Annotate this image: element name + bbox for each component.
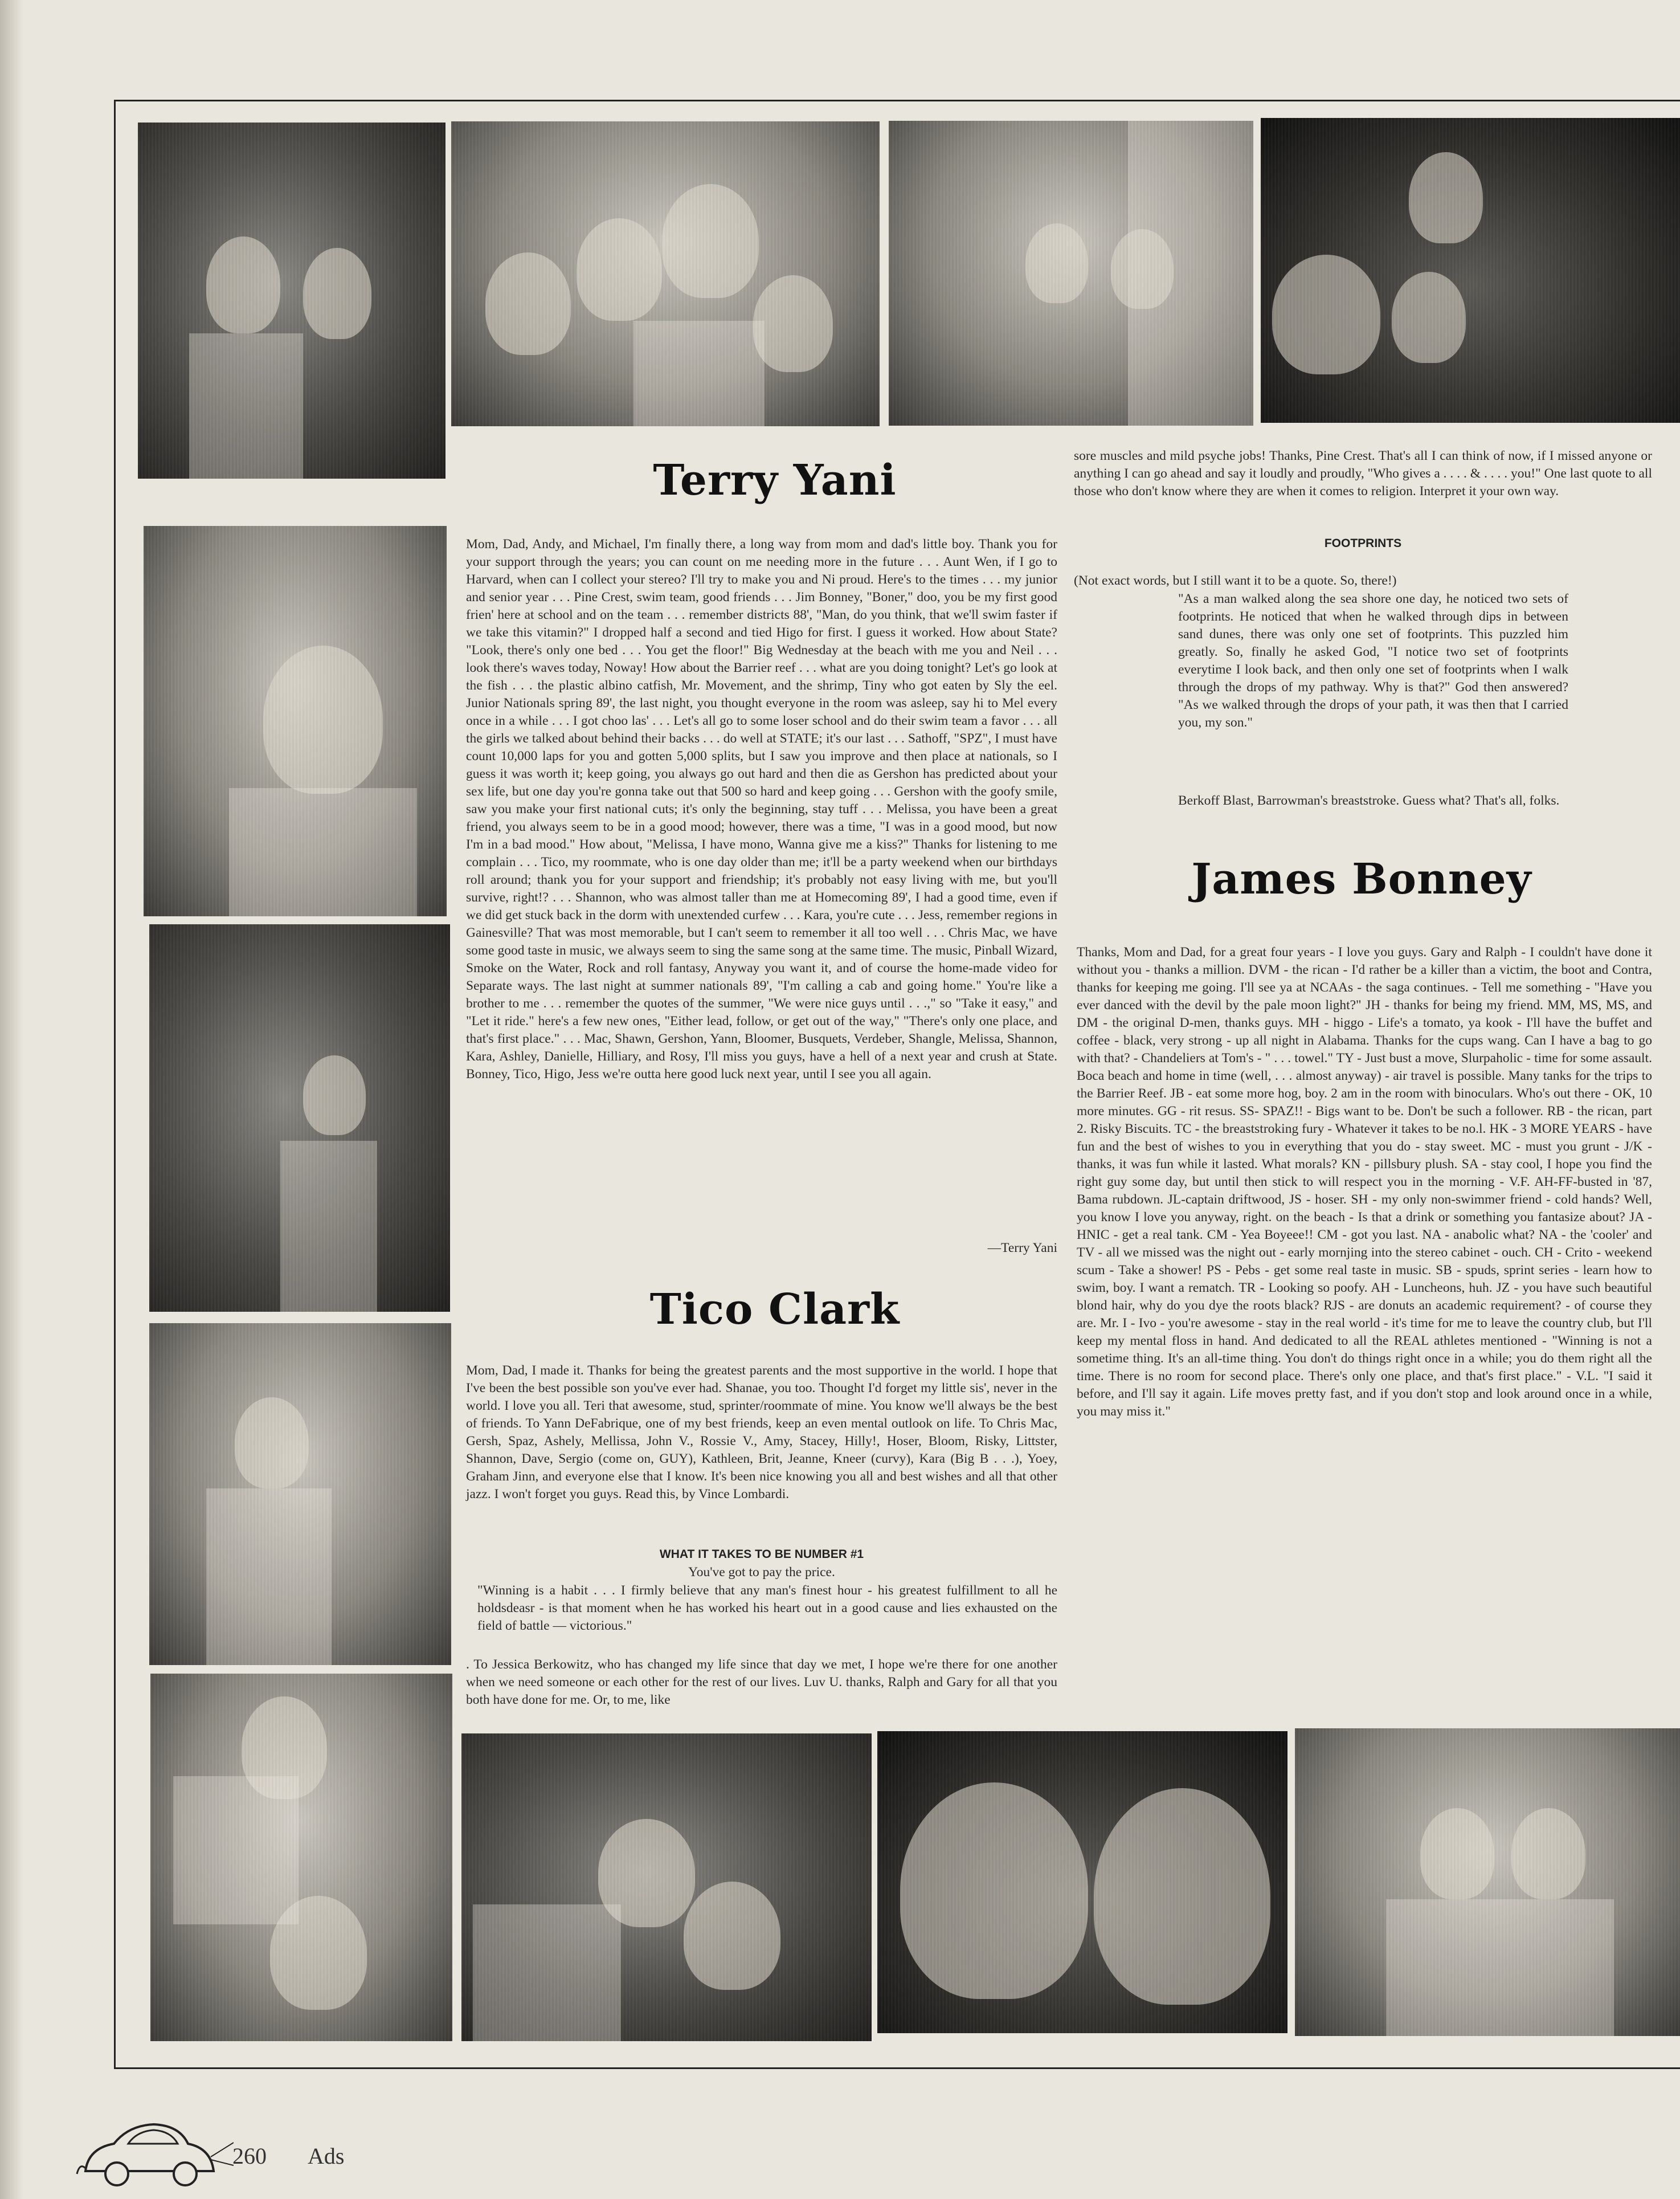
terry-yani-signature: —Terry Yani xyxy=(987,1241,1057,1255)
james-bonney-text: Thanks, Mom and Dad, for a great four years - I love you guys. Gary and Ralph - I couldn't have done it without you - thanks a million. DVM - the rican - I'd rather be a killer than a victim, the boot and Contra, thanks for keeping me going. I'll see ya at NCAAs - the saga continues. - Tell me something - "Have you ever danced with the devil by the pale moon light?" JH - thanks for being my friend. MM, MS, MS, and DM - the original D-men, thanks guys. MH - higgo - Life's a tomato, ya kook - I'll have the buffet and coffee - black, very strong - up all night in Alabama. Thanks for the cups wang. Can I have a bag to go with that? - Chandeliers at Tom's - " . . . towel." TY - Just bust a move, Slurpaholic - time for some assault. Boca beach and home in time (well, . . . almost anyway) - air travel is possible. Many tanks for the trips to the Barrier Reef. JB - eat some more hog, boy. 2 am in the room with binoculars. Who's out there - OK, 10 more minutes. GG - rit resus. SS- SPAZ!! - Bigs want to be. Don't be such a follower. RB - the rican, part 2. Risky Biscuits. TC - the breaststroking fury - Whatever it takes to be no.l. HK - 3 MORE YEARS - have fun and the best of wishes to you in everything that you do - stay sweet. MC - must you grunt - J/K - thanks, it was fun while it lasted. What morals? KN - pillsbury plush. SA - stay cool, I hope you find the right guy some day, but until then stick to will respect you in the morning - V.F. AH-FF-busted in '87, Bama rubdown. JL-captain driftwood, JS - hoser. SH - my only non-swimmer friend - cold hands? Well, you know I love you anyway, right. on the beach - Is that a drink or something you fantasize about? JA - HNIC - get a real tank. CM - Yea Boyeee!! CM - got you last. NA - anabolic what? NA - the 'cooler' and TV - all we missed was the night out - early mornjing into the stereo cabinet - ouch. CH - Crito - weekend scum - Take a shower! PS - Pebs - get some real taste in music. SB - spuds, sprint series - learn how to swim, boy. I want a rematch. TR - Looking so poofy. AH - Luncheons, huh. JZ - you have such beautiful blond hair, why do you dye the roots black? RJS - are donuts an academic requirement? - of course they are. Mr. I - Ivo - you're awesome - stay in the real world - it's time for me to leave the country club, but I'll keep my mental floss in hand. And dedicated to all the REAL athletes mentioned - "Winning is not a sometime thing. It's an all-time thing. You don't do things right once in a while; you do them right all the time. There is no room for second place. There's only one place, and that's first place." - V.L. "I said it before, and I'll say it again. Life moves pretty fast, and if you don't stop and look around once in a while, you may miss it." xyxy=(1077,945,1652,1419)
photo-girls-on-couch xyxy=(1295,1728,1680,2036)
terry-yani-heading: Terry Yani xyxy=(653,456,897,505)
footprints-text: "As a man walked along the sea shore one day, he noticed two sets of footprints. He noticed that when he walked through dips in between sand dunes, there was only one set of footprints. This puzzled him greatly. So, finally he asked God, "I notice two set of footprints everytime I look back, and then only one set of footprints when I walk through the drops of my pathway. Why is that?" God then answered? "As we walked through the drops of your path, it was then that I carried you, my son." xyxy=(1178,591,1568,730)
tico-clark-text: Mom, Dad, I made it. Thanks for being the greatest parents and the most supportive in the world. I hope that I've been the best possible son you've ever had. Shanae, you too. Thought I'd forget my little sis', never in the world. I love you all. Teri that awesome, stud, sprinter/roommate of mine. You know we'll always be the best of friends. To Yann DeFabrique, one of my best friends, keep an even mental outlook on life. To Chris Mac, Gersh, Spaz, Ashely, Mellissa, John V., Rossie V., Amy, Stacey, Hilly!, Hoser, Bloom, Risky, Littster, Shannon, Dave, Sergio (come on, GUY), Kathleen, Brit, Jeanne, Kneer (curvy), Kara (Big B . . .), Yoey, Graham Jinn, and everyone else that I know. It's been nice knowing you all and best wishes and all that other jazz. I won't forget you guys. Read this, by Vince Lombardi. xyxy=(466,1363,1057,1502)
tico-quote-heading: WHAT IT TAKES TO BE NUMBER #1 xyxy=(659,1548,864,1561)
photo-two-guys xyxy=(138,123,445,479)
james-bonney-heading: James Bonney xyxy=(1191,855,1532,904)
photo-two-faces-closeup xyxy=(877,1731,1287,2033)
footprints-title: FOOTPRINTS xyxy=(1324,537,1402,550)
photo-guy-at-stove xyxy=(149,1323,451,1665)
footprints-intro: (Not exact words, but I still want it to be a quote. So, there!) xyxy=(1074,573,1397,588)
right-col-continued: sore muscles and mild psyche jobs! Thanks, Pine Crest. That's all I can think of now, if I missed anyone or anything I can go ahead and say it loudly and proudly, "Who gives a . . . . & . . . . you!" One last quote to all those who don't know where they are when it comes to religion. Interpret it your own way. xyxy=(1074,448,1652,499)
photo-group-night xyxy=(1261,118,1680,423)
page-gutter-shadow xyxy=(0,0,23,2199)
tico-closing-text: . To Jessica Berkowitz, who has changed my life since that day we met, I hope we're there for one another when we need someone or each other for the rest of our lives. Luv U. thanks, Ralph and Gary for all that you both have done for me. Or, to me, like xyxy=(466,1657,1057,1707)
photo-girl-white-dress xyxy=(149,924,450,1312)
photo-swim-friends xyxy=(451,121,880,426)
photo-boys-on-phone xyxy=(150,1674,452,2041)
photo-two-girls xyxy=(889,121,1253,426)
footprints-outro: Berkoff Blast, Barrowman's breaststroke. Guess what? That's all, folks. xyxy=(1178,793,1560,808)
terry-yani-text: Mom, Dad, Andy, and Michael, I'm finally there, a long way from mom and dad's little boy. Thank you for your support through the years; you can count on me needing more in the future . . . Aunt Wen, if I go to Harvard, when can I collect your stereo? I'll try to make you and Ni proud. Here's to the times . . . my junior and senior year . . . Pine Crest, swim team, good friends . . . Jim Bonney, "Boner," doo, you be my first good frien' here at school and on the team . . . remember districts 88', "Man, do you think, that we'll swim faster if we take this vitamin?" I dropped half a second and tied Higo for first. I guess it worked. How about State? "Look, there's only one bed . . . You get the floor!" Big Wednesday at the beach with me you and Neil . . . look there's waves today, Noway! How about the Barrier reef . . . what are you doing tonight? Let's go look at the fish . . . the plastic albino catfish, Mr. Movement, and the shrimp, Tiny who got eaten by Sly the eel. Junior Nationals spring 89', the last night, you thought everyone in the room was asleep, say hi to Mel every once in a while . . . I got choo las' . . . Let's all go to some loser school and do their swim team a favor . . . all the girls we talked about behind their backs . . . do well at STATE; it's our last . . . Sathoff, "SPZ", I must have count 10,000 laps for you and gotten 5,000 splits, but I saw you improve and then place at nationals, so I guess it was worth it; keep going, you always go out hard and then die as Gershon has predicted about your sex life, but one day you're gonna take out that 500 so hard and keep going . . . Gershon with the goofy smile, saw you make your first national cuts; it's only the beginning, stay tuff . . . Melissa, you have been a great friend, you always seem to be in a good mood; however, there was a time, "I was in a good mood, but now I'm in a bad mood." How about, "Melissa, I have mono, Wanna give me a kiss?" Thanks for listening to me complain . . . Tico, my roommate, who is one day older than me; it'll be a party weekend when our birthdays roll around; thank you for your support and friendship; it's probably not easy living with me, but you'll survive, right!? . . . Shannon, who was almost taller than me at Homecoming 89', I had a good time, even if we did get stuck back in the dorm with unextended curfew . . . Kara, you're cute . . . Jess, remember regions in Gainesville? That was most memorable, but I can't seem to remember it all too well . . . Chris Mac, we have some good taste in music, we always seem to sing the same song at the same time. The music, Pinball Wizard, Smoke on the Water, Rock and roll fantasy, Anyway you want it, and of course the home-made video for Separate ways. The last night at summer nationals 89', "I'm calling a cab and going home." You're like a brother to me . . . remember the quotes of the summer, "We were nice guys until . . .," so "Take it easy," and "Let it ride." here's a few new ones, "Either lead, follow, or get out of the way," "There's only one place, and that's first place." . . . Mac, Shawn, Gershon, Yann, Bloomer, Busquets, Verdeber, Shangle, Melissa, Shannon, Kara, Ashley, Danielle, Hilliary, and Rosy, I'll miss you guys, have a hell of a next year and crush at State. Bonney, Tico, Higo, Jess we're outta here good luck next year, until I see you all again. xyxy=(466,537,1057,1082)
section-label: Ads xyxy=(308,2143,345,2169)
photo-guys-on-bed xyxy=(461,1733,872,2041)
car-doodle-icon xyxy=(74,2108,234,2194)
tico-quote-subline: You've got to pay the price. xyxy=(688,1565,835,1580)
tico-quote-text: "Winning is a habit . . . I firmly believe that any man's finest hour - his greatest fulfillment to all he holdsdeasr - is that moment when he has worked his heart out in a good cause and lies exhausted on the field of battle — victorious." xyxy=(477,1583,1057,1633)
page-number: 260 xyxy=(232,2143,267,2169)
tico-clark-heading: Tico Clark xyxy=(649,1285,900,1334)
photo-girl-smiling xyxy=(144,526,447,916)
